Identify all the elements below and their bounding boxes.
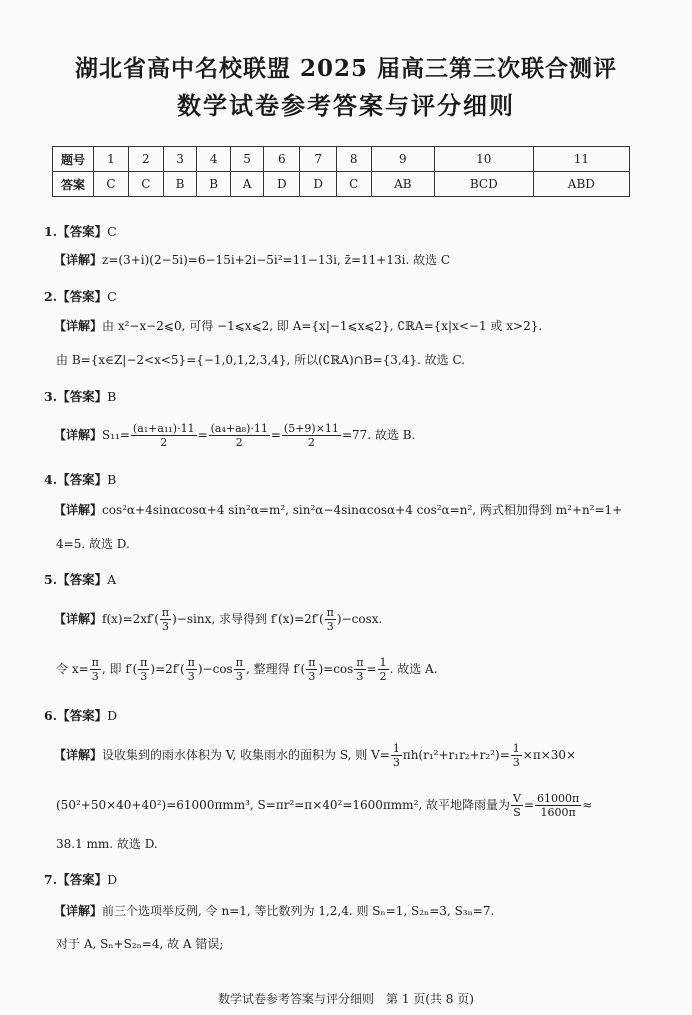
q3-answer-heading — [44, 387, 116, 405]
table-cell: 1 — [94, 147, 129, 172]
math-text: πh(r₁²+r₁r₂+r₂²)= — [402, 748, 510, 762]
q5-detail-line2 — [56, 656, 438, 683]
detail-tag: 【详解】 — [54, 319, 103, 333]
fraction-numerator: π — [326, 606, 334, 619]
table-header-cell: 答案 — [53, 172, 94, 197]
detail-tag: 【详解】 — [54, 253, 103, 267]
page-subtitle: 数学试卷参考答案与评分细则 — [177, 91, 515, 120]
math-text: = — [523, 798, 535, 812]
table-cell: C — [128, 172, 163, 197]
fraction — [282, 422, 341, 449]
q1-answer-heading — [44, 222, 117, 240]
q5-answer: A — [107, 572, 117, 587]
detail-tag: 【详解】 — [54, 503, 103, 517]
fraction-numerator: π — [161, 606, 170, 619]
q6-answer-heading — [44, 706, 117, 724]
math-text: ×π×30× — [522, 748, 577, 762]
q4-answer-heading — [44, 470, 116, 488]
q1-detail-text: z=(3+i)(2−5i)=6−15i+2i−5i²=11−13i, z̄=11+13i. 故选 C — [102, 253, 451, 267]
fraction-numerator: V — [513, 792, 521, 805]
math-text: (50²+50×40+40²)=61000πmm³, S=πr²=π×40²=1600πmm², 故平地降雨量为 — [56, 798, 511, 812]
fraction — [511, 792, 523, 819]
table-cell: 2 — [128, 147, 163, 172]
q4-answer: B — [107, 472, 117, 487]
q2-detail-line2: 由 B={x∈Z|−2<x<5}={−1,0,1,2,3,4}, 所以(∁ℝA)∩B={3,4}. 故选 C. — [56, 353, 466, 367]
math-text: )−sinx, 求导得到 f′(x)=2f′( — [172, 612, 324, 626]
fraction-denominator: 3 — [162, 620, 170, 633]
table-cell: 11 — [533, 147, 629, 172]
fraction-numerator: 1 — [392, 742, 400, 755]
answer-tag: 【答案】 — [57, 289, 108, 304]
math-text: )−cos — [197, 662, 233, 676]
fraction-denominator: 2 — [160, 436, 168, 449]
fraction — [90, 656, 101, 683]
math-text: )−cosx. — [336, 612, 383, 626]
fraction-numerator: (a₄+a₈)·11 — [210, 422, 268, 435]
math-text: . 故选 A. — [389, 662, 438, 676]
q6-answer: D — [107, 708, 118, 723]
q7-answer-heading — [44, 870, 117, 888]
fraction-numerator: π — [187, 656, 195, 669]
fraction-denominator: 2 — [307, 436, 315, 449]
table-row-answers — [53, 172, 630, 197]
math-text: )=cos — [318, 662, 354, 676]
q2-detail-text: 由 x²−x−2⩽0, 可得 −1⩽x⩽2, 即 A={x|−1⩽x⩽2}, ∁ℝA={x|x<−1 或 x>2}. — [102, 319, 543, 333]
fraction-numerator: π — [308, 656, 316, 669]
q3-tail: =77. 故选 B. — [341, 428, 416, 442]
fraction-denominator: 3 — [512, 756, 520, 769]
q3-number: 3. — [44, 389, 58, 404]
table-cell: 4 — [197, 147, 231, 172]
q7-detail-line2: 对于 A, Sₙ+S₂ₙ=4, 故 A 错误; — [56, 937, 224, 951]
q3-detail: 【详解】S₁₁= $\frac{\text{(a₁+a₁₁)·11}}{2}$ = $\frac{\text{(a₄+a₈)·11}}{2}$ = $\frac{(5+9)\times 11}{2}$ =77. 故选 B. — [54, 422, 416, 449]
fraction-denominator: 3 — [91, 670, 99, 683]
fraction — [378, 656, 389, 683]
math-text: f(x)=2xf′( — [102, 612, 159, 626]
q4-detail-line2: 4=5. 故选 D. — [56, 537, 130, 551]
q5-detail-line1 — [54, 606, 382, 633]
q2-detail-line1 — [54, 318, 542, 334]
answer-tag: 【答案】 — [57, 572, 108, 587]
table-cell: B — [197, 172, 231, 197]
answer-table — [52, 146, 630, 197]
math-text: ≈ — [582, 798, 593, 812]
detail-tag: 【详解】 — [54, 748, 103, 762]
fraction-numerator: (5+9)×11 — [283, 422, 339, 435]
fraction-denominator: 3 — [235, 670, 243, 683]
table-cell: A — [231, 172, 264, 197]
q3-lhs: S₁₁= — [102, 428, 130, 442]
detail-tag: 【详解】 — [54, 904, 103, 918]
fraction-denominator: 2 — [379, 670, 387, 683]
table-cell: C — [336, 172, 371, 197]
table-cell: 6 — [264, 147, 300, 172]
q5-answer-heading — [44, 570, 116, 588]
table-cell: D — [264, 172, 300, 197]
math-text: , 即 f′( — [101, 662, 138, 676]
table-cell: 10 — [434, 147, 533, 172]
fraction-denominator: 3 — [187, 670, 195, 683]
answer-tag: 【答案】 — [57, 389, 108, 404]
fraction-denominator: 1600π — [540, 806, 576, 819]
page-title: 湖北省高中名校联盟 2025 届高三第三次联合测评 — [74, 55, 618, 82]
q7-detail-line1 — [54, 903, 494, 919]
q4-detail-text: cos²α+4sinαcosα+4 sin²α=m², sin²α−4sinαcosα+4 cos²α=n², 两式相加得到 m²+n²=1+ — [102, 503, 623, 517]
table-cell: D — [300, 172, 336, 197]
fraction-numerator: π — [91, 656, 99, 669]
fraction — [325, 606, 336, 633]
q5-number: 5. — [44, 572, 58, 587]
fraction — [160, 606, 171, 633]
fraction-numerator: 1 — [512, 742, 520, 755]
table-cell: 7 — [300, 147, 336, 172]
fraction-denominator: 3 — [392, 756, 400, 769]
table-cell: C — [94, 172, 129, 197]
fraction — [186, 656, 197, 683]
fraction-denominator: S — [513, 806, 521, 819]
detail-tag: 【详解】 — [54, 612, 103, 626]
math-text: 令 x= — [56, 662, 89, 676]
table-cell: ABD — [533, 172, 629, 197]
answer-tag: 【答案】 — [57, 872, 108, 887]
fraction-numerator: π — [235, 656, 243, 669]
answer-tag: 【答案】 — [57, 472, 108, 487]
q1-answer: C — [107, 224, 117, 239]
fraction — [234, 656, 245, 683]
table-row-numbers — [53, 147, 630, 172]
fraction-numerator: (a₁+a₁₁)·11 — [132, 422, 195, 435]
fraction-denominator: 3 — [140, 670, 148, 683]
fraction — [209, 422, 270, 449]
math-text: )=2f′( — [150, 662, 185, 676]
q7-detail-text: 前三个选项举反例, 令 n=1, 等比数列为 1,2,4. 则 Sₙ=1, S₂ₙ=3, S₃ₙ=7. — [102, 904, 495, 918]
q4-detail-line1 — [54, 502, 622, 518]
fraction-denominator: 3 — [308, 670, 316, 683]
answer-tag: 【答案】 — [57, 708, 108, 723]
fraction-numerator: π — [356, 656, 364, 669]
table-cell: 9 — [371, 147, 434, 172]
fraction — [535, 792, 581, 819]
math-text: 设收集到的雨水体积为 V, 收集雨水的面积为 S, 则 V= — [102, 748, 390, 762]
q4-number: 4. — [44, 472, 58, 487]
table-cell: B — [163, 172, 197, 197]
q3-answer: B — [107, 389, 117, 404]
table-cell: BCD — [434, 172, 533, 197]
fraction-numerator: π — [140, 656, 148, 669]
fraction-numerator: 1 — [379, 656, 387, 669]
detail-tag: 【详解】 — [54, 428, 103, 442]
fraction-denominator: 2 — [235, 436, 243, 449]
fraction — [511, 742, 522, 769]
fraction-denominator: 3 — [356, 670, 364, 683]
table-cell: AB — [371, 172, 434, 197]
q1-number: 1. — [44, 224, 58, 239]
q1-detail — [54, 252, 450, 268]
table-cell: 8 — [336, 147, 371, 172]
fraction — [391, 742, 402, 769]
table-cell: 5 — [231, 147, 264, 172]
answer-tag: 【答案】 — [57, 224, 108, 239]
q2-answer: C — [107, 289, 117, 304]
math-text: = — [366, 662, 377, 676]
q7-number: 7. — [44, 872, 58, 887]
q6-detail-line2 — [56, 792, 592, 819]
q2-number: 2. — [44, 289, 58, 304]
q2-answer-heading — [44, 287, 117, 305]
fraction-denominator: 3 — [326, 620, 334, 633]
q6-detail-line1 — [54, 742, 576, 769]
page-footer: 数学试卷参考答案与评分细则 第 1 页(共 8 页) — [218, 992, 474, 1006]
q6-detail-line3: 38.1 mm. 故选 D. — [56, 837, 158, 851]
fraction — [131, 422, 197, 449]
fraction — [138, 656, 149, 683]
fraction — [354, 656, 365, 683]
q6-number: 6. — [44, 708, 58, 723]
math-text: , 整理得 f′( — [245, 662, 306, 676]
q7-answer: D — [107, 872, 118, 887]
table-header-cell: 题号 — [53, 147, 94, 172]
fraction-numerator: 61000π — [537, 792, 580, 805]
fraction — [306, 656, 317, 683]
table-cell: 3 — [163, 147, 197, 172]
